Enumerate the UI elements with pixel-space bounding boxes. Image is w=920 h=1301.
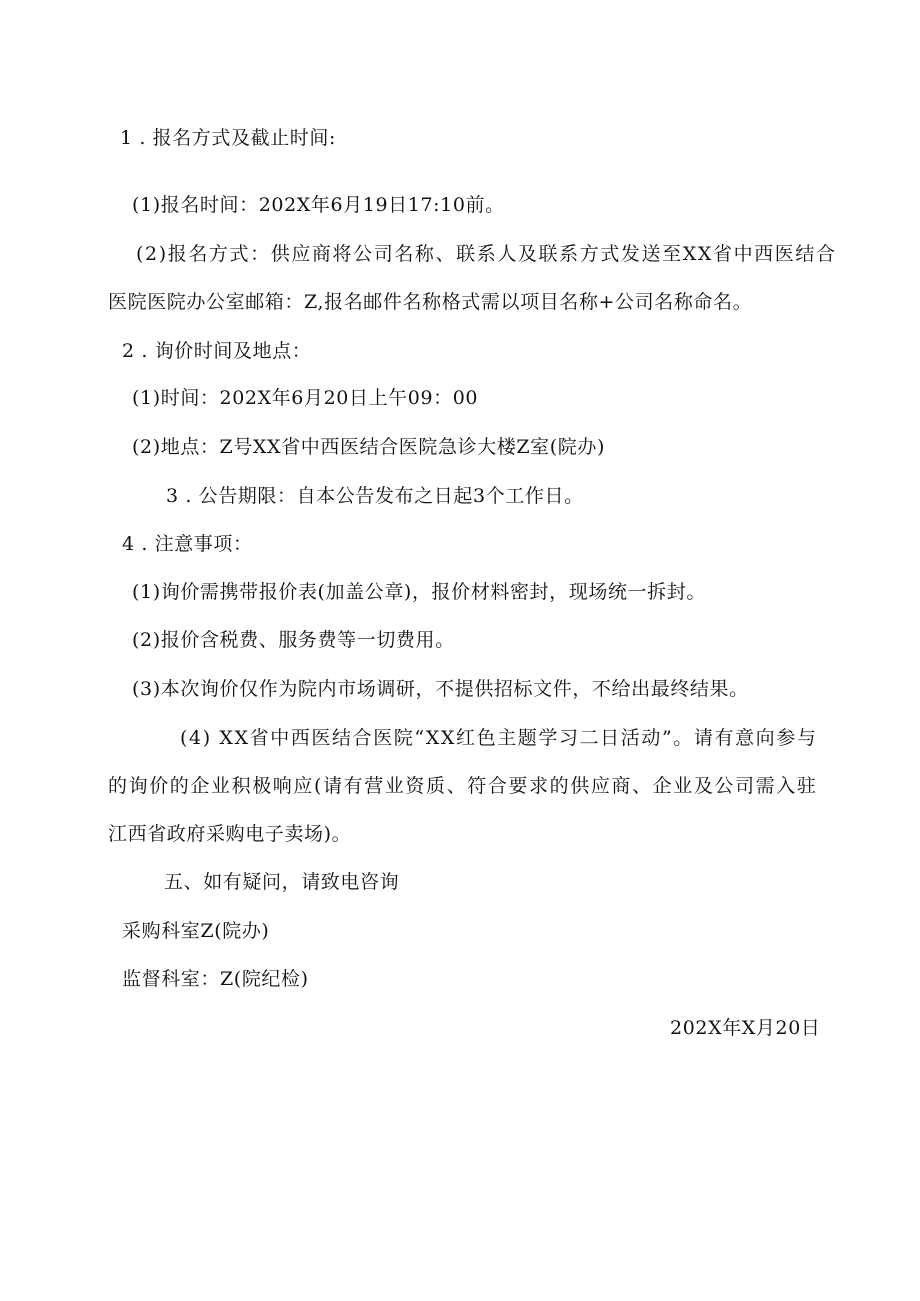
note-2: (2)报价含税费、服务费等一切费用。: [132, 629, 455, 651]
registration-time: (1)报名时间：202X年6月19日17:10前。: [132, 194, 505, 216]
section-1-heading: 1 . 报名方式及截止时间:: [120, 127, 337, 149]
section-5-contact: 五、如有疑问，请致电咨询: [164, 871, 400, 893]
section-2-heading: 2 . 询价时间及地点：: [122, 340, 312, 362]
inquiry-location: (2)地点：Z号XX省中西医结合医院急诊大楼Z室(院办): [132, 436, 605, 458]
note-4-line-2: 的询价的企业积极响应(请有营业资质、符合要求的供应商、企业及公司需入驻: [108, 775, 818, 797]
note-4-line-3: 江西省政府采购电子卖场)。: [108, 823, 352, 845]
document-date: 202X年X月20日: [670, 1017, 821, 1039]
note-3: (3)本次询价仅作为院内市场调研，不提供招标文件，不给出最终结果。: [132, 678, 749, 700]
procurement-department: 采购科室Z(院办): [122, 920, 270, 942]
registration-method-line-1: (2)报名方式：供应商将公司名称、联系人及联系方式发送至XX省中西医结合: [136, 243, 837, 265]
section-4-heading: 4 . 注意事项：: [122, 533, 253, 555]
section-3-notice-period: 3 . 公告期限：自本公告发布之日起3个工作日。: [166, 485, 584, 507]
note-1: (1)询价需携带报价表(加盖公章)，报价材料密封，现场统一拆封。: [132, 581, 706, 603]
registration-method-line-2: 医院医院办公室邮箱：Z,报名邮件名称格式需以项目名称+公司名称命名。: [108, 291, 753, 313]
inquiry-time: (1)时间：202X年6月20日上午09：00: [132, 387, 479, 409]
note-4-line-1: (4) XX省中西医结合医院“XX红色主题学习二日活动”。请有意向参与: [180, 727, 818, 749]
supervision-department: 监督科室：Z(院纪检): [122, 968, 309, 990]
